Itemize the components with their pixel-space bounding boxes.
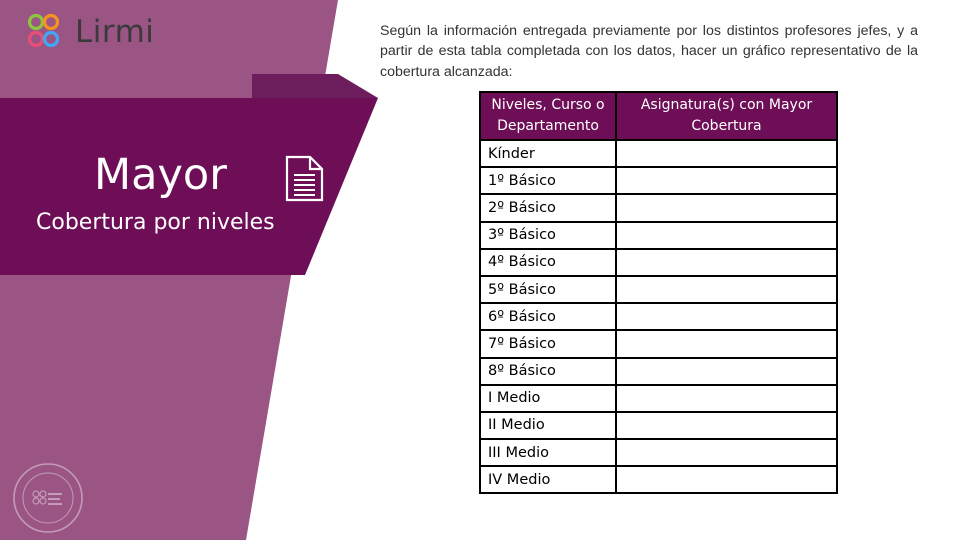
asignatura-cell[interactable]: [616, 439, 837, 466]
table-header-row: [480, 92, 837, 140]
document-icon: [284, 155, 326, 203]
asignatura-cell[interactable]: [616, 385, 837, 412]
asignatura-cell[interactable]: [616, 358, 837, 385]
asignatura-cell[interactable]: [616, 194, 837, 221]
brand-logo: [27, 10, 154, 54]
asignatura-cell[interactable]: [616, 330, 837, 357]
asignatura-cell[interactable]: [616, 140, 837, 167]
nivel-cell: 6º Básico: [480, 303, 616, 330]
asignatura-cell[interactable]: [616, 249, 837, 276]
nivel-cell: 2º Básico: [480, 194, 616, 221]
page-title: Mayor: [94, 150, 227, 200]
table-row: [480, 385, 837, 412]
nivel-cell: I Medio: [480, 385, 616, 412]
nivel-cell: III Medio: [480, 439, 616, 466]
table-row: [480, 276, 837, 303]
coverage-table: [479, 91, 838, 494]
asignatura-cell[interactable]: [616, 167, 837, 194]
lirmi-badge-seal: [12, 462, 84, 534]
table-row: [480, 140, 837, 167]
asignatura-cell[interactable]: [616, 222, 837, 249]
lirmi-logo-circles: [27, 11, 67, 53]
asignatura-cell[interactable]: [616, 412, 837, 439]
nivel-cell: 7º Básico: [480, 330, 616, 357]
nivel-cell: 1º Básico: [480, 167, 616, 194]
table-row: [480, 358, 837, 385]
instructions-text: Según la información entregada previamente por los distintos profesores jefes, y a partir de esta tabla completada con los datos, hacer un gráfico representativo de la cobertura alcanzada:: [380, 23, 918, 80]
brand-name: Lirmi: [75, 14, 155, 50]
header-asignatura: Asignatura(s) con Mayor Cobertura: [616, 92, 837, 140]
dark-band: [252, 74, 378, 98]
page-subtitle: Cobertura por niveles: [36, 210, 275, 235]
header-niveles: Niveles, Curso o Departamento: [480, 92, 616, 140]
asignatura-cell[interactable]: [616, 466, 837, 493]
asignatura-cell[interactable]: [616, 303, 837, 330]
nivel-cell: 8º Básico: [480, 358, 616, 385]
table-row: [480, 330, 837, 357]
table-row: [480, 222, 837, 249]
nivel-cell: IV Medio: [480, 466, 616, 493]
table-row: [480, 194, 837, 221]
nivel-cell: 3º Básico: [480, 222, 616, 249]
table-row: [480, 249, 837, 276]
table-row: [480, 439, 837, 466]
nivel-cell: 5º Básico: [480, 276, 616, 303]
nivel-cell: 4º Básico: [480, 249, 616, 276]
table-row: [480, 167, 837, 194]
nivel-cell: Kínder: [480, 140, 616, 167]
table-row: [480, 412, 837, 439]
asignatura-cell[interactable]: [616, 276, 837, 303]
nivel-cell: II Medio: [480, 412, 616, 439]
table-row: [480, 466, 837, 493]
table-row: [480, 303, 837, 330]
